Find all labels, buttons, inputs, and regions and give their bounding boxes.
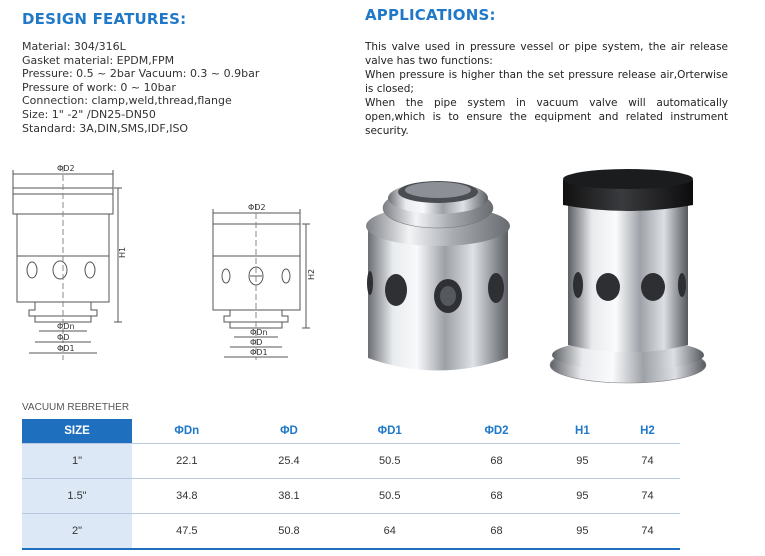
label-h1: H1 [118,246,127,258]
table-row [22,479,680,514]
header-h1: H1 [575,425,590,437]
technical-drawing-short-valve [208,200,323,365]
table-header-row [22,419,680,444]
label-d2-drawing-2: ΦD2 [248,203,266,212]
spec-pressure: Pressure: 0.5 ~ 2bar Vacuum: 0.3 ~ 0.9bar [22,67,260,81]
cell-d2: 68 [443,479,550,514]
spec-size: Size: 1" -2" /DN25-DN50 [22,107,156,121]
table-row [22,444,680,479]
header-size: SIZE [22,419,132,444]
applications-paragraph-2: When pressure is higher than the set pressure release air,Orterwise is closed; [365,69,728,95]
spec-gasket: Gasket material: EPDM,FPM [22,53,175,67]
label-d1-drawing-1: ΦD1 [57,344,75,353]
label-dn-drawing-2: ΦDn [250,328,268,337]
header-dn: ΦDn [174,425,200,437]
cell-size: 2" [22,514,132,550]
cell-d1: 64 [336,514,443,550]
applications-title: APPLICATIONS: [365,6,496,24]
cell-d1: 50.5 [336,479,443,514]
cell-d: 50.8 [242,514,337,550]
cell-d2: 68 [443,514,550,550]
spec-standard: Standard: 3A,DIN,SMS,IDF,ISO [22,121,189,135]
product-photo-clamp-valve [358,168,528,383]
cell-h1: 95 [550,444,615,479]
dimension-table [22,419,680,550]
label-d-drawing-2: ΦD [250,338,263,347]
table-caption: VACUUM REBRETHER [22,402,130,413]
technical-drawing-tall-valve [5,160,130,365]
product-photo-capped-valve [548,165,708,390]
cell-d: 38.1 [242,479,337,514]
header-d1: ΦD1 [377,425,402,437]
applications-paragraph-3: When the pipe system in vacuum valve will automatically open,which is to ensure the equipment and related instrument security. [365,97,728,137]
cell-size: 1" [22,444,132,479]
cell-h2: 74 [615,479,680,514]
header-d: ΦD [280,425,298,437]
cell-dn: 34.8 [132,479,242,514]
cell-h1: 95 [550,479,615,514]
applications-paragraph-1: This valve used in pressure vessel or pipe system, the air release valve has two functions: [365,41,728,67]
spec-material: Material: 304/316L [22,40,126,53]
applications-text [365,40,728,138]
cell-h2: 74 [615,514,680,550]
label-h2: H2 [307,268,316,280]
label-d-drawing-1: ΦD [57,333,70,342]
cell-size: 1.5" [22,479,132,514]
cell-d1: 50.5 [336,444,443,479]
cell-h1: 95 [550,514,615,550]
spec-working-pressure: Pressure of work: 0 ~ 10bar [22,80,176,94]
header-h2: H2 [640,425,655,437]
spec-connection: Connection: clamp,weld,thread,flange [22,94,232,108]
cell-d2: 68 [443,444,550,479]
cell-dn: 22.1 [132,444,242,479]
design-features-list [22,40,352,135]
label-dn-drawing-1: ΦDn [57,322,75,331]
design-features-title: DESIGN FEATURES: [22,10,187,28]
label-d2-drawing-1: ΦD2 [57,164,75,173]
cell-dn: 47.5 [132,514,242,550]
cell-d: 25.4 [242,444,337,479]
table-row [22,514,680,550]
cell-h2: 74 [615,444,680,479]
header-d2: ΦD2 [484,425,509,437]
label-d1-drawing-2: ΦD1 [250,348,268,357]
